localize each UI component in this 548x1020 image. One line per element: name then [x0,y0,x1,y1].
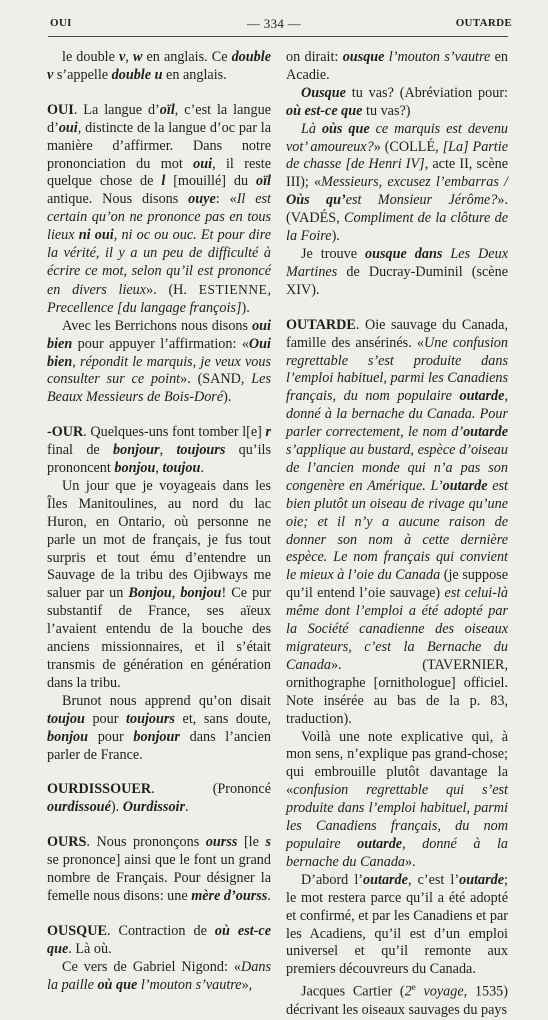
bold-italic-run: toujou [162,460,201,477]
paragraph [286,246,508,300]
text-run: . (Prononcé [151,781,271,798]
paragraph [47,478,271,693]
text-run: , distincte de la langue d’oc par la manière d’affirmer. Dans notre prononciation du mot [47,119,271,172]
text-run: qu’ils prononcent [47,442,272,477]
text-run: » (COLLÉ, [373,138,443,155]
bold-italic-run: bonjou [114,460,156,477]
bold-italic-run: bonjou [47,728,89,745]
bold-italic-run: où est-ce que [47,922,271,957]
text-run: Brunot nous apprend qu’on disait [62,692,271,709]
bold-italic-run: outarde [459,388,505,405]
left-column [47,49,271,995]
headword: OUI [47,101,74,118]
paragraph [47,318,271,408]
italic-run: s’applique au bustard, espèce d’oiseau de l’ancien monde qui n’a pas son congenère en Amérique. L’ [286,442,508,494]
bold-italic-run: mère d’ourss [191,887,268,904]
bold-italic-run: oui bien [47,317,271,352]
text-run: . Là où. [68,940,112,957]
bold-italic-run: ourdissoué [47,799,111,816]
text-run: dans l’ancien parler de France. [47,728,271,763]
text-run: en anglais. [162,66,227,83]
italic-run: ce marquis est devenu vot’ amoureux? [286,120,509,155]
bold-italic-run: ourss [205,834,238,851]
headword: OUSQUE [47,922,107,939]
text-run: , [159,442,177,459]
running-head-right: OUTARDE [455,17,512,29]
text-run: . Quelques-uns font tomber l[e] [83,424,266,441]
text-run: ). [331,228,340,245]
bold-italic-run: Oui bien [47,335,271,370]
text-run: », [241,976,253,993]
text-run: . Oie sauvage du Canada, famille des ansérinés. « [286,316,508,351]
text-run: ». (TAVERNIER, ornithographe [ornithologue] officiel. Note insérée au bas de la p. 83, traduction). [286,656,508,727]
paragraph [286,49,508,85]
paragraph [47,49,271,85]
bold-italic-run: oùs que [321,120,370,137]
running-head-left: OUI [50,17,72,29]
text-run: [mouillé] du [165,173,257,190]
bold-italic-run: toujou [47,710,85,727]
bold-italic-run: outarde [357,835,403,852]
text-run: . Contraction de [106,922,215,939]
text-run: ». (H. [146,281,199,298]
italic-run: est bien plutôt un oiseau de rivage qu’une oie; et il n’y a aucune raison de donner son nom à cette dernière espèce. Le nom français qui convient le mieux à l’oie du Canada [286,477,508,584]
text-run: , [125,49,133,65]
entry-ousque [47,923,271,959]
text-run: . La langue d’ [73,101,160,118]
bold-italic-run: toujours [176,442,226,459]
headword: -OUR [47,424,84,441]
text-run: pour [84,710,127,727]
text-run: , c’est l’ [407,871,460,888]
italic-run: Messieurs, excusez l’embarras / [321,174,509,191]
bold-italic-run: toujours [126,710,175,727]
bold-italic-run: ni oui [78,227,114,244]
text-run: , acte II, scène III); « [286,156,509,191]
right-column [286,49,508,1020]
text-run: Ce vers de Gabriel Nigond: « [62,958,242,975]
text-run: , c’est la langue d’ [47,101,271,136]
bold-italic-run: l [161,173,166,190]
text-run: pour [88,728,134,745]
italic-run: Compliment de la clôture de la Foire [286,210,508,245]
italic-run: Une confusion regrettable s’est produite dans l’emploi habituel, parmi les Canadiens français, du nom populaire [286,334,508,405]
bold-italic-run: outarde [463,424,508,441]
text-run: final de [47,442,114,459]
bold-italic-run: Oùs qu’ [286,192,346,209]
bold-italic-run: v [119,49,126,65]
bold-italic-run: où est-ce que [286,102,363,119]
italic-run: voyage [415,983,464,1000]
text-run: , [267,281,271,298]
italic-run: , donné à la bernache du Canada [286,835,508,870]
text-run: le double [62,49,119,65]
bold-italic-run: double v [47,49,271,83]
text-run: (je suppose qu’il entend l’oie sauvage) [286,567,509,602]
text-run: , il reste quelque chose de [47,155,272,190]
italic-run: l’mouton s’vautre [137,976,242,993]
bold-italic-run: oui [58,119,78,136]
text-run: : « [215,191,237,208]
paragraph [286,121,508,246]
italic-run: est Monsieur Jérôme? [345,192,498,209]
italic-run: , ni oc ou ouc. Et pour dire la vérité, il y a un peu de difficulté à écrire ce mot, selon qu’il est prononcé en divers lieux [47,227,271,298]
italic-run: , donné à la bernache du Canada. Pour parler correctement, le nom d’ [286,388,508,441]
paragraph [47,959,271,995]
italic-run: Là [301,120,322,137]
text-run: de Ducray-Duminil (scène XIV). [286,263,508,298]
bold-italic-run: r [265,424,271,441]
bold-italic-run: bonjou [180,585,222,602]
entry-ours [47,834,271,906]
bold-italic-run: w [132,49,143,65]
bold-italic-run: double u [111,66,163,83]
italic-run: [La] Partie de chasse [de Henri IV] [286,138,508,173]
bold-italic-run: bonjour [133,728,180,745]
entry-outarde [286,317,508,729]
text-run: . Nous prononçons [86,834,206,851]
italic-run: , répondit le marquis, je veux vous consulter sur ce point [47,353,271,388]
bold-italic-run: où que [97,976,138,993]
bold-italic-run: s [265,834,271,851]
bold-italic-run: bonjour [113,442,160,459]
italic-run: est celui-là même dont l’emploi a été adopté par la Société canadienne des oiseaux migrateurs, c’est la Bernache du Canada [286,585,508,673]
text-run: ; le mot restera parce qu’il a été adopté et confirmé, et par les Canadiens et par les Acadiens, qu’il est d’un emploi universel et qu’il remonte aux premiers découvreurs du Canada. [286,871,508,978]
text-run: antique. Nous disons [47,191,189,208]
bold-italic-run: oïl [159,101,175,118]
headword: OURDISSOUER [47,781,152,798]
text-run: tu vas?) [362,102,411,119]
text-run: en anglais. Ce [142,49,232,65]
italic-run: Les Deux Martines [286,245,508,280]
text-run: ! Ce pur substantif de France, ses aïeux l’avaient entendu de la bouche des anciens missionnaires, et il s’était transmis de génération en génération dans la tribu. [47,585,271,691]
bold-italic-run: outarde [363,871,408,888]
text-run: ». (VADÉS, [286,192,508,227]
header-rule [48,36,508,37]
text-run: ). [241,299,250,316]
headword: OUTARDE [286,316,356,333]
text-run: [le [237,834,266,851]
bold-italic-run: ousque [342,49,385,65]
text-run: . [200,460,204,477]
bold-italic-run: Ourdissoir [122,799,185,816]
paragraph [286,872,508,979]
bold-italic-run: outarde [442,477,488,494]
text-run: on dirait: [286,49,343,65]
text-run: et, sans doute, [174,710,271,727]
text-run: Avec les Berrichons nous disons [62,317,253,334]
paragraph [286,85,508,121]
entry-oui [47,102,271,318]
text-run: Jacques Cartier ( [301,983,405,1000]
text-run: tu vas? (Abréviation pour: [345,84,508,101]
bold-italic-run: oui [193,155,213,172]
italic-run: 2 [404,983,412,1000]
paragraph [286,729,508,872]
italic-run: Il est certain qu’on ne prononce pas en tous lieux [47,191,271,244]
italic-run: confusion regrettable qui s’est produite dans l’emploi habituel, parmi les Canadiens français, du nom populaire [286,782,508,852]
text-run: s’appelle [53,66,112,83]
paragraph [286,979,508,1020]
headword: OURS [47,834,87,851]
text-run: . [267,887,271,904]
bold-italic-run: ousque dans [365,245,443,262]
text-run: Un jour que je voyageais dans les Îles Manitoulines, au nord du lac Huron, en Ontario, où personne ne parle un mot de français, je fus tout surpris et tout ému d’entendre un Sauvage de la tribu des Ojibways me saluer par un [47,477,271,602]
text-run: ). [110,799,123,816]
bold-italic-run: Bonjou [128,585,172,602]
text-run: ». (SAND, [180,371,252,388]
page-number: — 334 — [246,16,302,31]
entry-ourdissouer [47,781,271,817]
italic-run: Dans la paille [47,958,271,993]
bold-italic-run: oïl [256,173,271,190]
italic-run: Les Beaux Messieurs de Bois-Doré [47,371,271,406]
text-run: ». [405,853,416,870]
text-run: Je trouve [301,245,366,262]
small-caps-run: ESTIENNE [198,281,268,297]
entry-our [47,424,271,478]
text-run: pour appuyer l’affirmation: « [72,335,249,352]
text-run: . [185,799,189,816]
bold-italic-run: Ousque [301,84,346,101]
italic-run: l’mouton s’vautre [384,49,491,65]
paragraph [47,693,271,765]
superscript: e [411,982,416,993]
italic-run: Precellence [du langage françois] [47,299,242,316]
bold-italic-run: outarde [459,871,505,888]
text-run: se prononce] ainsi que le font un grand nombre de Français. Pour désigner la femelle nous disons: une [47,852,271,904]
text-run: Voilà une note explicative qui, à mon sens, n’explique pas grand-chose; qui embrouille plutôt davantage la « [286,728,508,799]
text-run: , 1535) décrivant les oiseaux sauvages du pays [286,983,508,1018]
text-run: ). [223,389,232,406]
text-run: , [171,585,181,602]
text-run: en Acadie. [286,49,508,83]
text-run: D’abord l’ [301,871,364,888]
bold-italic-run: ouye [188,191,216,208]
text-run: , [155,460,163,477]
